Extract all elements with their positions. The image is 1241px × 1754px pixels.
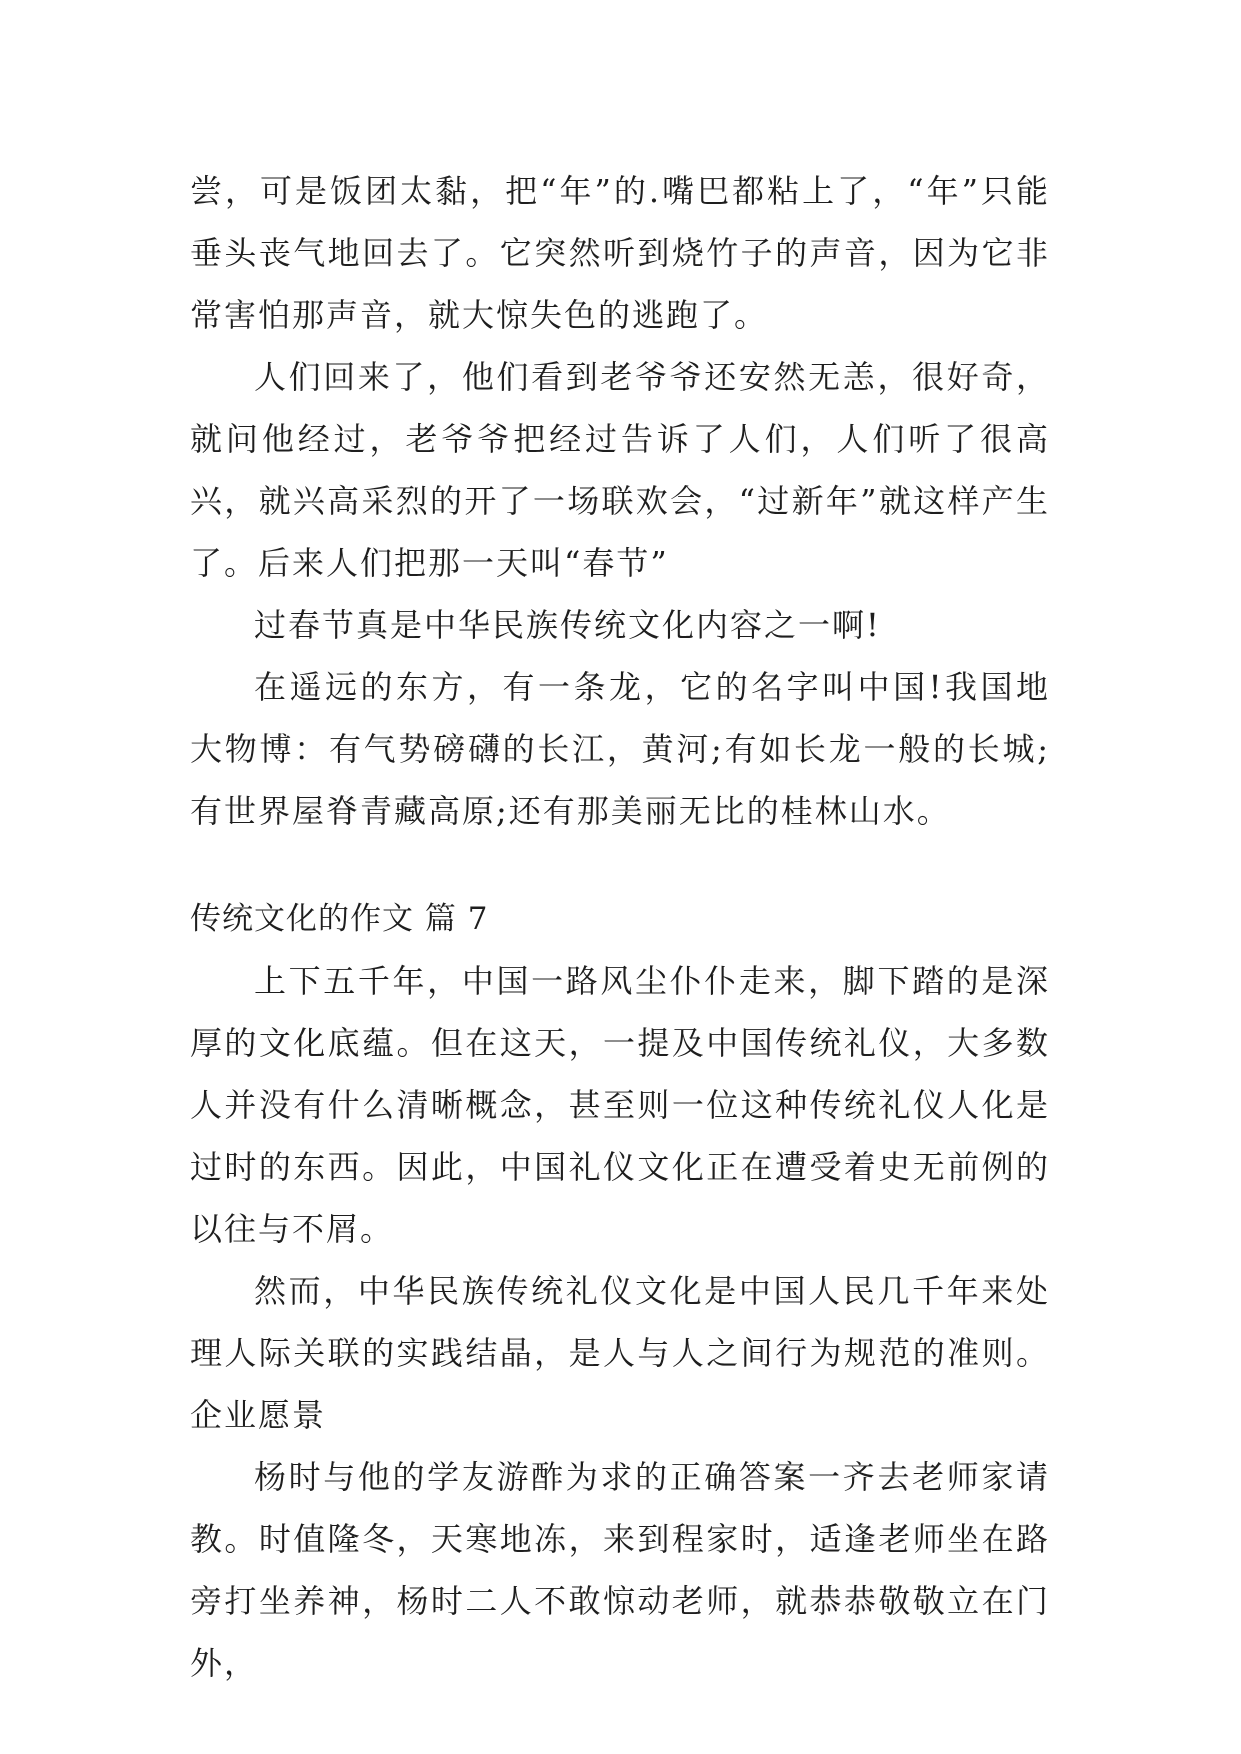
paragraph-5: 上下五千年，中国一路风尘仆仆走来，脚下踏的是深厚的文化底蕴。但在这天，一提及中国传统礼仪，大多数人并没有什么清晰概念，甚至则一位这种传统礼仪人化是过时的东西。因此，中国礼仪文化正在遭受着史无前例的以往与不屑。	[190, 962, 1050, 1248]
paragraph-6: 然而，中华民族传统礼仪文化是中国人民几千年来处理人际关联的实践结晶，是人与人之间行为规范的准则。企业愿景	[190, 1272, 1050, 1434]
paragraph-1: 尝，可是饭团太黏，把“年”的.嘴巴都粘上了，“年”只能垂头丧气地回去了。它突然听到烧竹子的声音，因为它非常害怕那声音，就大惊失色的逃跑了。	[190, 172, 1050, 334]
section-heading: 传统文化的作文 篇 7	[190, 901, 489, 937]
paragraph-2: 人们回来了，他们看到老爷爷还安然无恙，很好奇，就问他经过，老爷爷把经过告诉了人们，人们听了很高兴，就兴高采烈的开了一场联欢会，“过新年”就这样产生了。后来人们把那一天叫“春节”	[190, 358, 1050, 582]
paragraph-7: 杨时与他的学友游酢为求的正确答案一齐去老师家请教。时值隆冬，天寒地冻，来到程家时，适逢老师坐在路旁打坐养神，杨时二人不敢惊动老师，就恭恭敬敬立在门外，	[190, 1458, 1050, 1682]
document-body	[190, 160, 1050, 1694]
paragraph-3: 过春节真是中华民族传统文化内容之一啊!	[254, 606, 881, 644]
paragraph-4: 在遥远的东方，有一条龙，它的名字叫中国!我国地大物博：有气势磅礴的长江，黄河;有如长龙一般的长城;有世界屋脊青藏高原;还有那美丽无比的桂林山水。	[190, 668, 1050, 830]
